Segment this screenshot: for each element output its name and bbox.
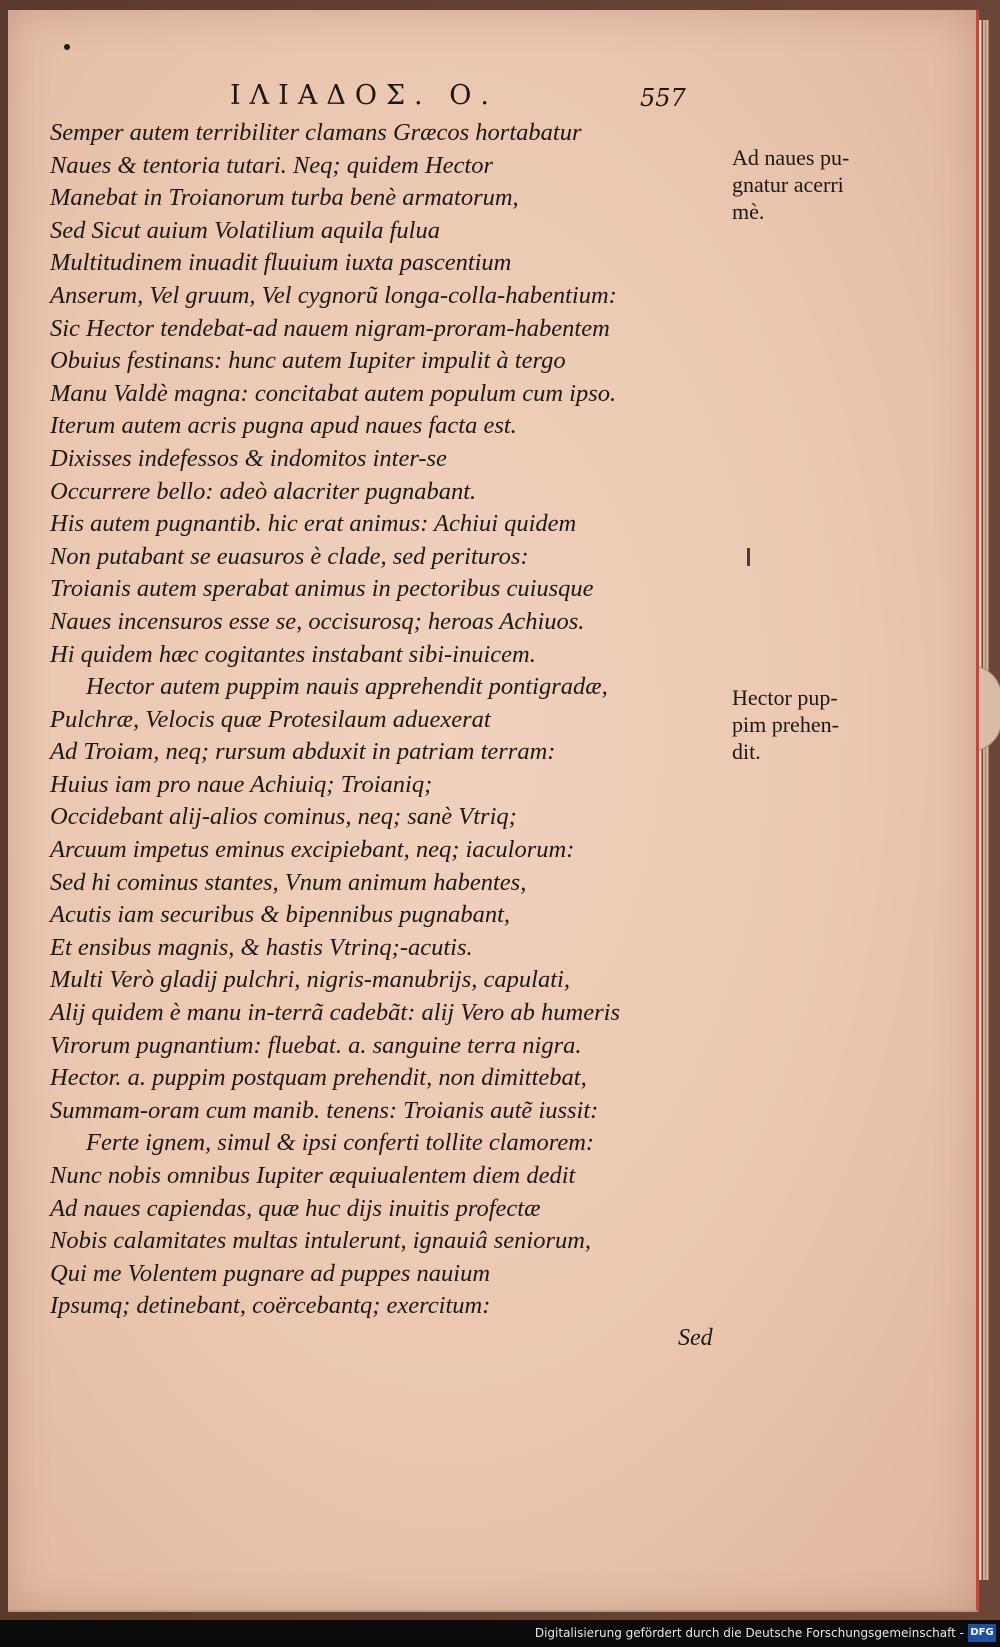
text-line: Occidebant alij-alios cominus, neq; sanè Vtriq; (50, 803, 517, 831)
margin-note-line: dit. (732, 739, 761, 764)
text-line: Nunc nobis omnibus Iupiter æquiualentem diem dedit (50, 1162, 576, 1189)
text-line: Sic Hector tendebat-ad nauem nigram-proram-habentem (50, 314, 610, 342)
text-line: Acutis iam securibus & bipennibus pugnabant, (50, 901, 511, 929)
margin-note-line: mè. (732, 199, 765, 224)
text-line: Pulchræ, Velocis quæ Protesilaum aduexerat (50, 705, 491, 733)
text-line: His autem pugnantib. hic erat animus: Achiui quidem (50, 510, 577, 538)
text-line: Multi Verò gladij pulchri, nigris-manubrijs, capulati, (50, 966, 570, 994)
text-line: Anserum, Vel gruum, Vel cygnorũ longa-colla-habentium: (50, 281, 617, 309)
page-edge (983, 20, 989, 1580)
verse-text (50, 117, 730, 1323)
margin-note-line: gnatur acerri (732, 172, 844, 197)
text-line: Ferte ignem, simul & ipsi conferti tollite clamorem: (86, 1129, 595, 1157)
text-line: Ad naues capiendas, quæ huc dijs inuitis profectæ (50, 1194, 541, 1222)
text-line: Summam-oram cum manib. tenens: Troianis autẽ iussit: (50, 1096, 599, 1124)
running-head (0, 80, 1000, 120)
text-line: Dixisses indefessos & indomitos inter-se (50, 444, 447, 472)
text-line: Ipsumq; detinebant, coërcebantq; exercitum: (50, 1292, 491, 1320)
text-line: Troianis autem sperabat animus in pectoribus cuiusque (50, 575, 594, 603)
text-line: Manebat in Troianorum turba benè armatorum, (50, 184, 519, 212)
text-line: Iterum autem acris pugna apud naues facta est. (50, 412, 517, 440)
text-line: Manu Valdè magna: concitabat autem populum cum ipso. (50, 379, 617, 407)
text-line: Semper autem terribiliter clamans Græcos hortabatur (50, 119, 582, 146)
margin-note (732, 144, 882, 225)
text-line: Naues incensuros esse se, occisurosq; heroas Achiuos. (50, 607, 585, 635)
text-line: Multitudinem inuadit fluuium iuxta pascentium (50, 249, 512, 277)
text-line: Sed Sicut auium Volatilium aquila fulua (50, 216, 440, 244)
margin-note-line: Ad naues pu- (732, 145, 850, 170)
catchword: Sed (678, 1325, 713, 1351)
text-line: Nobis calamitates multas intulerunt, ignauiâ seniorum, (50, 1227, 592, 1255)
footer-bar (0, 1620, 1000, 1647)
text-line: Obuius festinans: hunc autem Iupiter impulit à tergo (50, 347, 566, 375)
text-line: Sed hi cominus stantes, Vnum animum habentes, (50, 868, 527, 896)
dfg-logo: DFG (968, 1624, 996, 1642)
page-number: 557 (640, 84, 686, 112)
text-line: Naues & tentoria tutari. Neq; quidem Hector (50, 151, 493, 179)
text-line: Hector. a. puppim postquam prehendit, non dimittebat, (50, 1064, 587, 1092)
text-line: Non putabant se euasuros è clade, sed perituros: (50, 542, 529, 570)
text-line: Ad Troiam, neq; rursum abduxit in patriam terram: (50, 738, 556, 766)
margin-note-line: Hector pup- (732, 685, 838, 710)
text-line: Alij quidem è manu in-terrã cadebãt: alij Vero ab humeris (50, 999, 620, 1027)
text-line: Qui me Volentem pugnare ad puppes nauium (50, 1259, 491, 1287)
text-line: Virorum pugnantium: fluebat. a. sanguine terra nigra. (50, 1031, 582, 1059)
text-line: Hi quidem hæc cogitantes instabant sibi-inuicem. (50, 640, 536, 668)
page-title: ΙΛΙΑΔΟΣ. Ο. (230, 80, 498, 111)
text-line: Huius iam pro naue Achiuiq; Troianiq; (50, 770, 433, 798)
text-line: Et ensibus magnis, & hastis Vtrinq;-acutis. (50, 933, 473, 961)
margin-note (732, 684, 882, 765)
margin-note-line: pim prehen- (732, 712, 839, 737)
text-line: Arcuum impetus eminus excipiebant, neq; iaculorum: (50, 836, 575, 864)
ink-mark (747, 548, 750, 566)
text-line: Occurrere bello: adeò alacriter pugnabant. (50, 477, 477, 505)
footer-credit: Digitalisierung gefördert durch die Deutsche Forschungsgemeinschaft - (534, 1626, 964, 1640)
ink-dot (64, 44, 70, 50)
text-line: Hector autem puppim nauis apprehendit pontigradæ, (86, 673, 608, 701)
